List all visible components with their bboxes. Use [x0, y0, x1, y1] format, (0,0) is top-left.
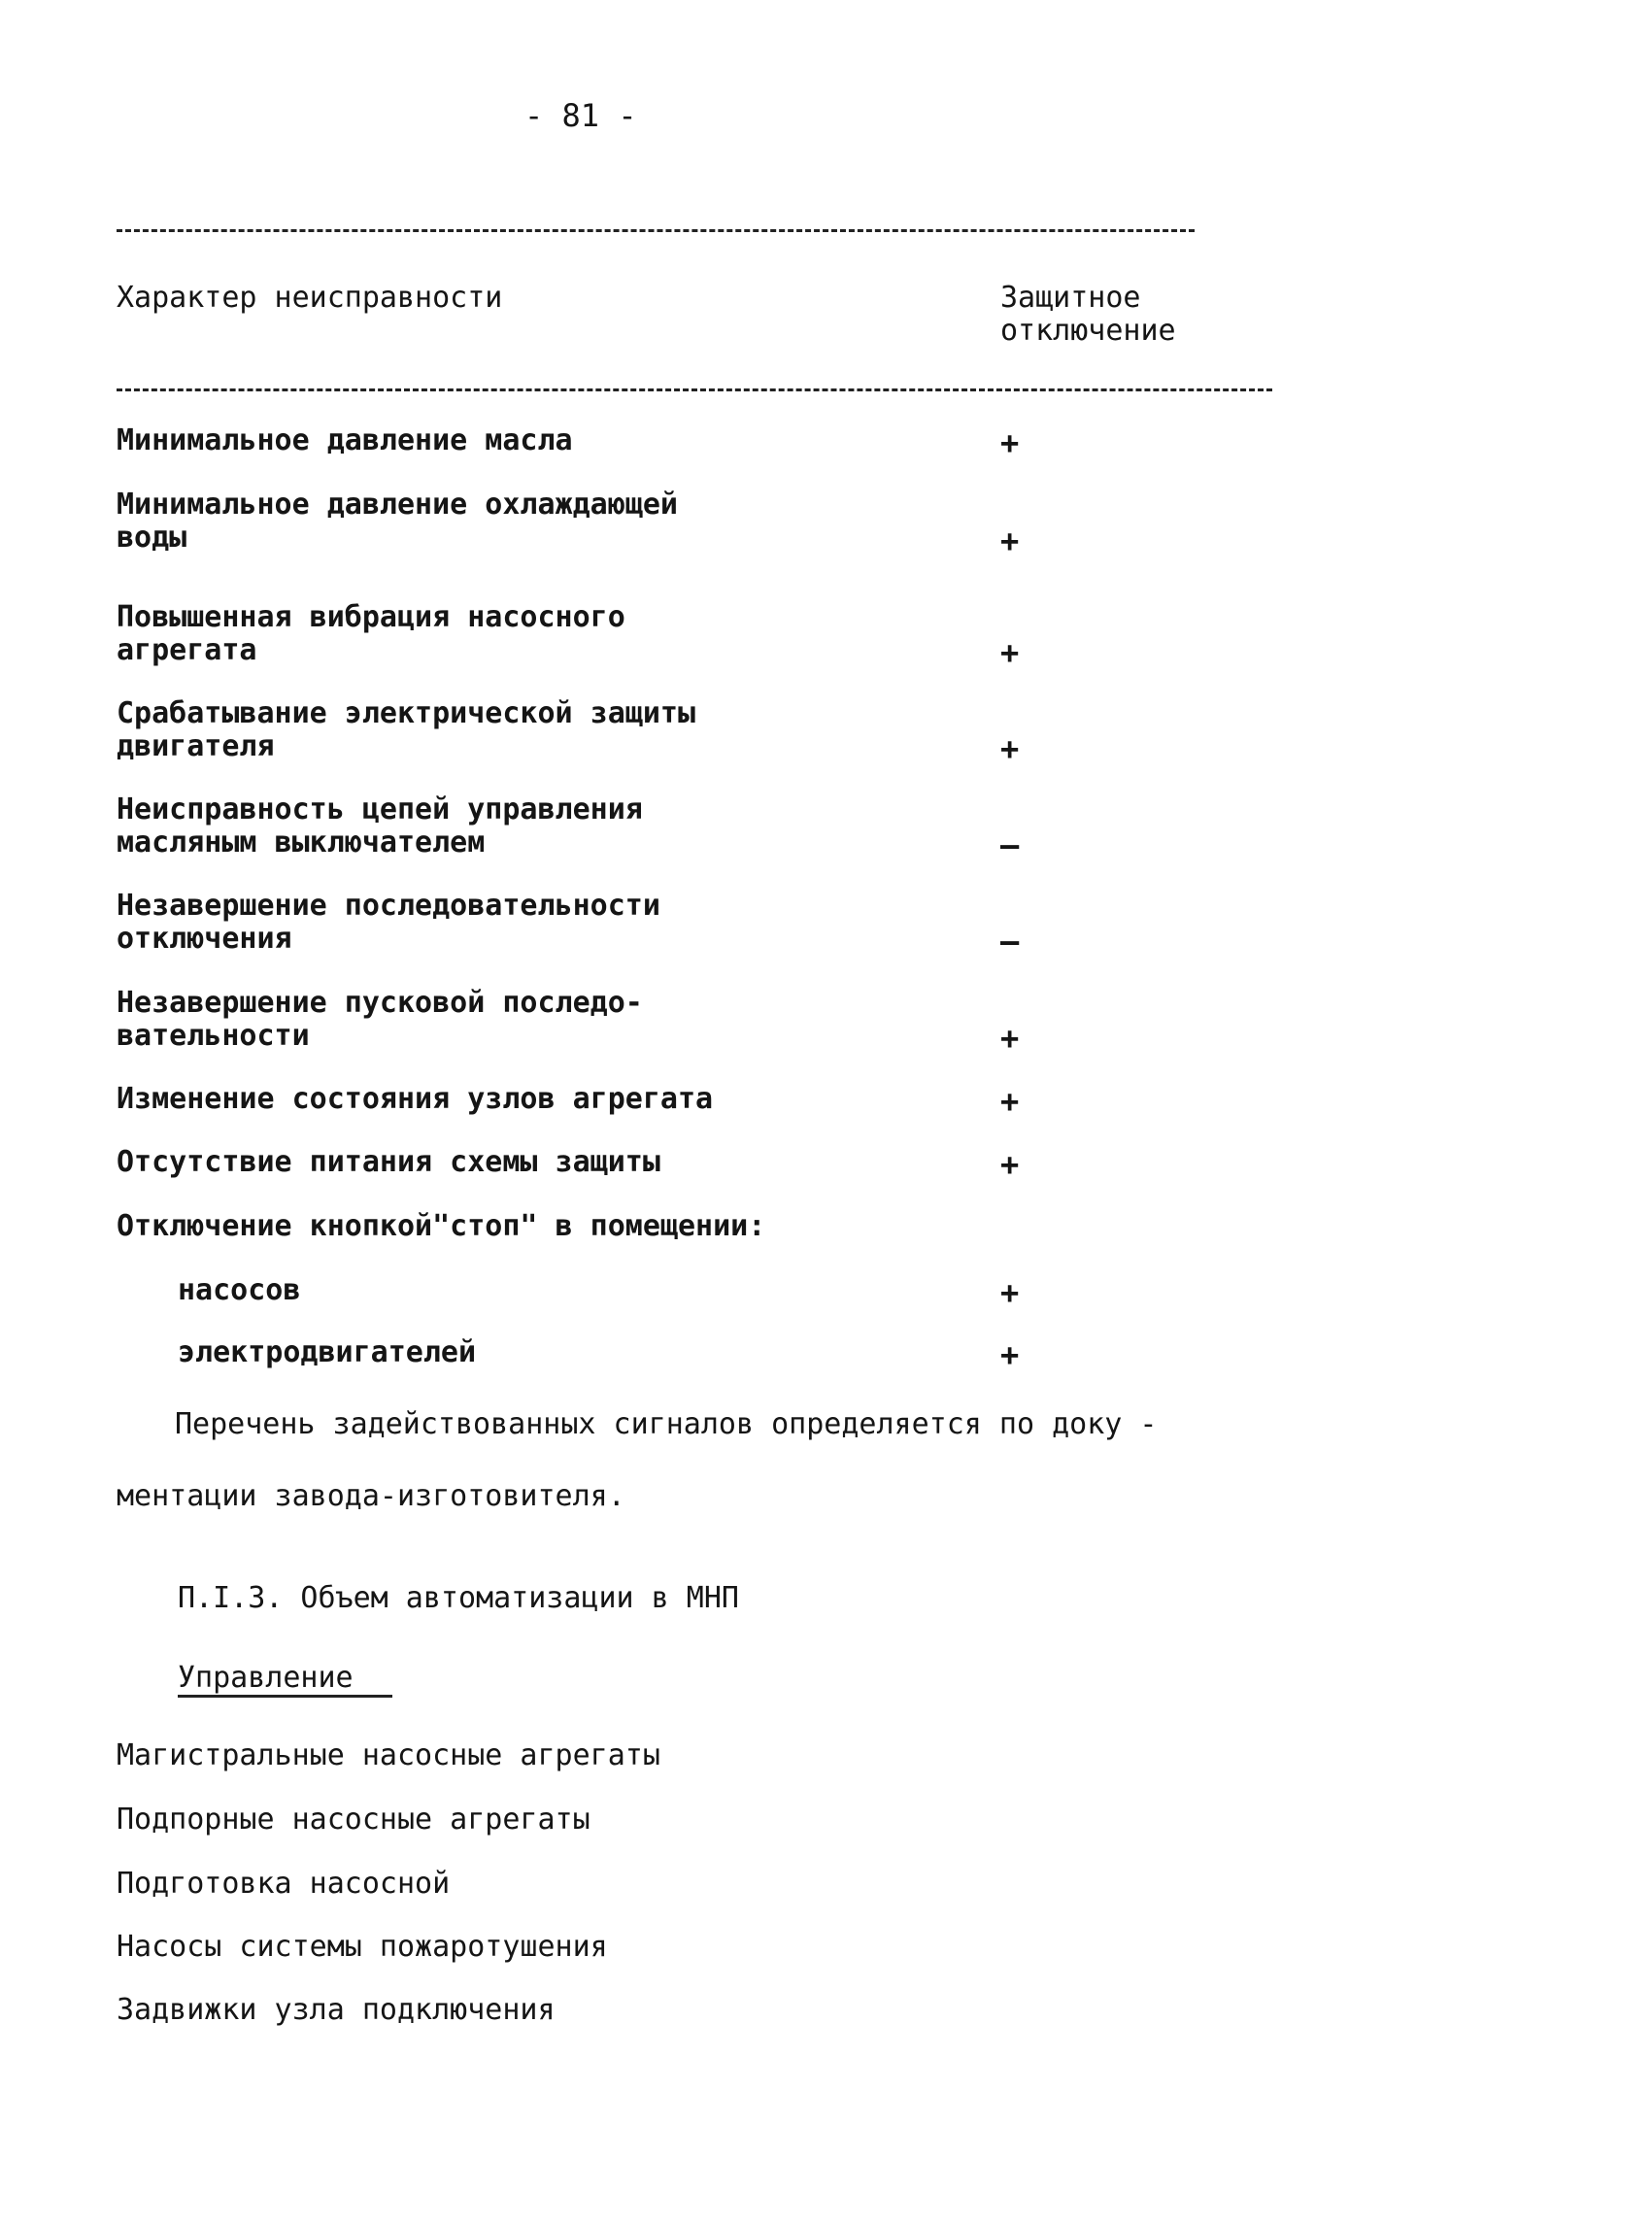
table-header-rule — [117, 388, 1272, 391]
list-item: Задвижки узла подключения — [117, 1993, 556, 2027]
page-number: - 81 - — [524, 97, 637, 134]
table-row-fault: Минимальное давление масла — [117, 423, 573, 457]
header-fault: Характер неисправности — [117, 281, 503, 315]
list-item: Подпорные насосные агрегаты — [117, 1803, 590, 1837]
table-row-fault: Минимальное давление охлаждающей воды — [117, 488, 678, 555]
table-row-fault: Неисправность цепей управления масляным выключателем — [117, 792, 643, 860]
table-row-fault: насосов — [178, 1273, 301, 1307]
table-row-fault: Отсутствие питания схемы защиты — [117, 1145, 660, 1179]
table-row-mark: – — [1000, 923, 1020, 960]
section-title: П.I.3. Объем автоматизации в МНП — [178, 1581, 739, 1615]
table-row-fault: Незавершение последовательности отключения — [117, 889, 660, 956]
list-item: Подготовка насосной — [117, 1867, 451, 1901]
table-row-fault: Срабатывание электрической защиты двигателя — [117, 696, 696, 763]
table-row-mark: + — [1000, 730, 1020, 767]
table-row-mark: – — [1000, 826, 1020, 863]
table-row-mark: + — [1000, 1083, 1020, 1120]
table-row-mark: + — [1000, 1146, 1020, 1183]
table-row-fault: Незавершение пусковой последо- вательности — [117, 986, 643, 1053]
table-row-fault: Изменение состояния узлов агрегата — [117, 1082, 714, 1116]
table-row-mark: + — [1000, 1336, 1020, 1373]
table-row-mark: + — [1000, 1020, 1020, 1057]
list-item: Магистральные насосные агрегаты — [117, 1738, 660, 1772]
table-row-mark: + — [1000, 1274, 1020, 1311]
table-row-fault: электродвигателей — [178, 1335, 477, 1369]
table-row-fault: Отключение кнопкой"стоп" в помещении: — [117, 1209, 766, 1243]
list-item: Насосы системы пожаротушения — [117, 1930, 608, 1964]
table-row-mark: + — [1000, 424, 1020, 461]
signals-paragraph: Перечень задействованных сигналов определяется по доку - ментации завода-изготовителя. — [117, 1407, 1158, 1513]
table-row-fault: Повышенная вибрация насосного агрегата — [117, 600, 625, 667]
header-protective: Защитное отключение — [1000, 281, 1176, 348]
table-top-rule — [117, 229, 1195, 232]
table-row-mark: + — [1000, 523, 1020, 559]
table-row-mark: + — [1000, 634, 1020, 671]
section-subtitle: Управление — [178, 1661, 392, 1698]
